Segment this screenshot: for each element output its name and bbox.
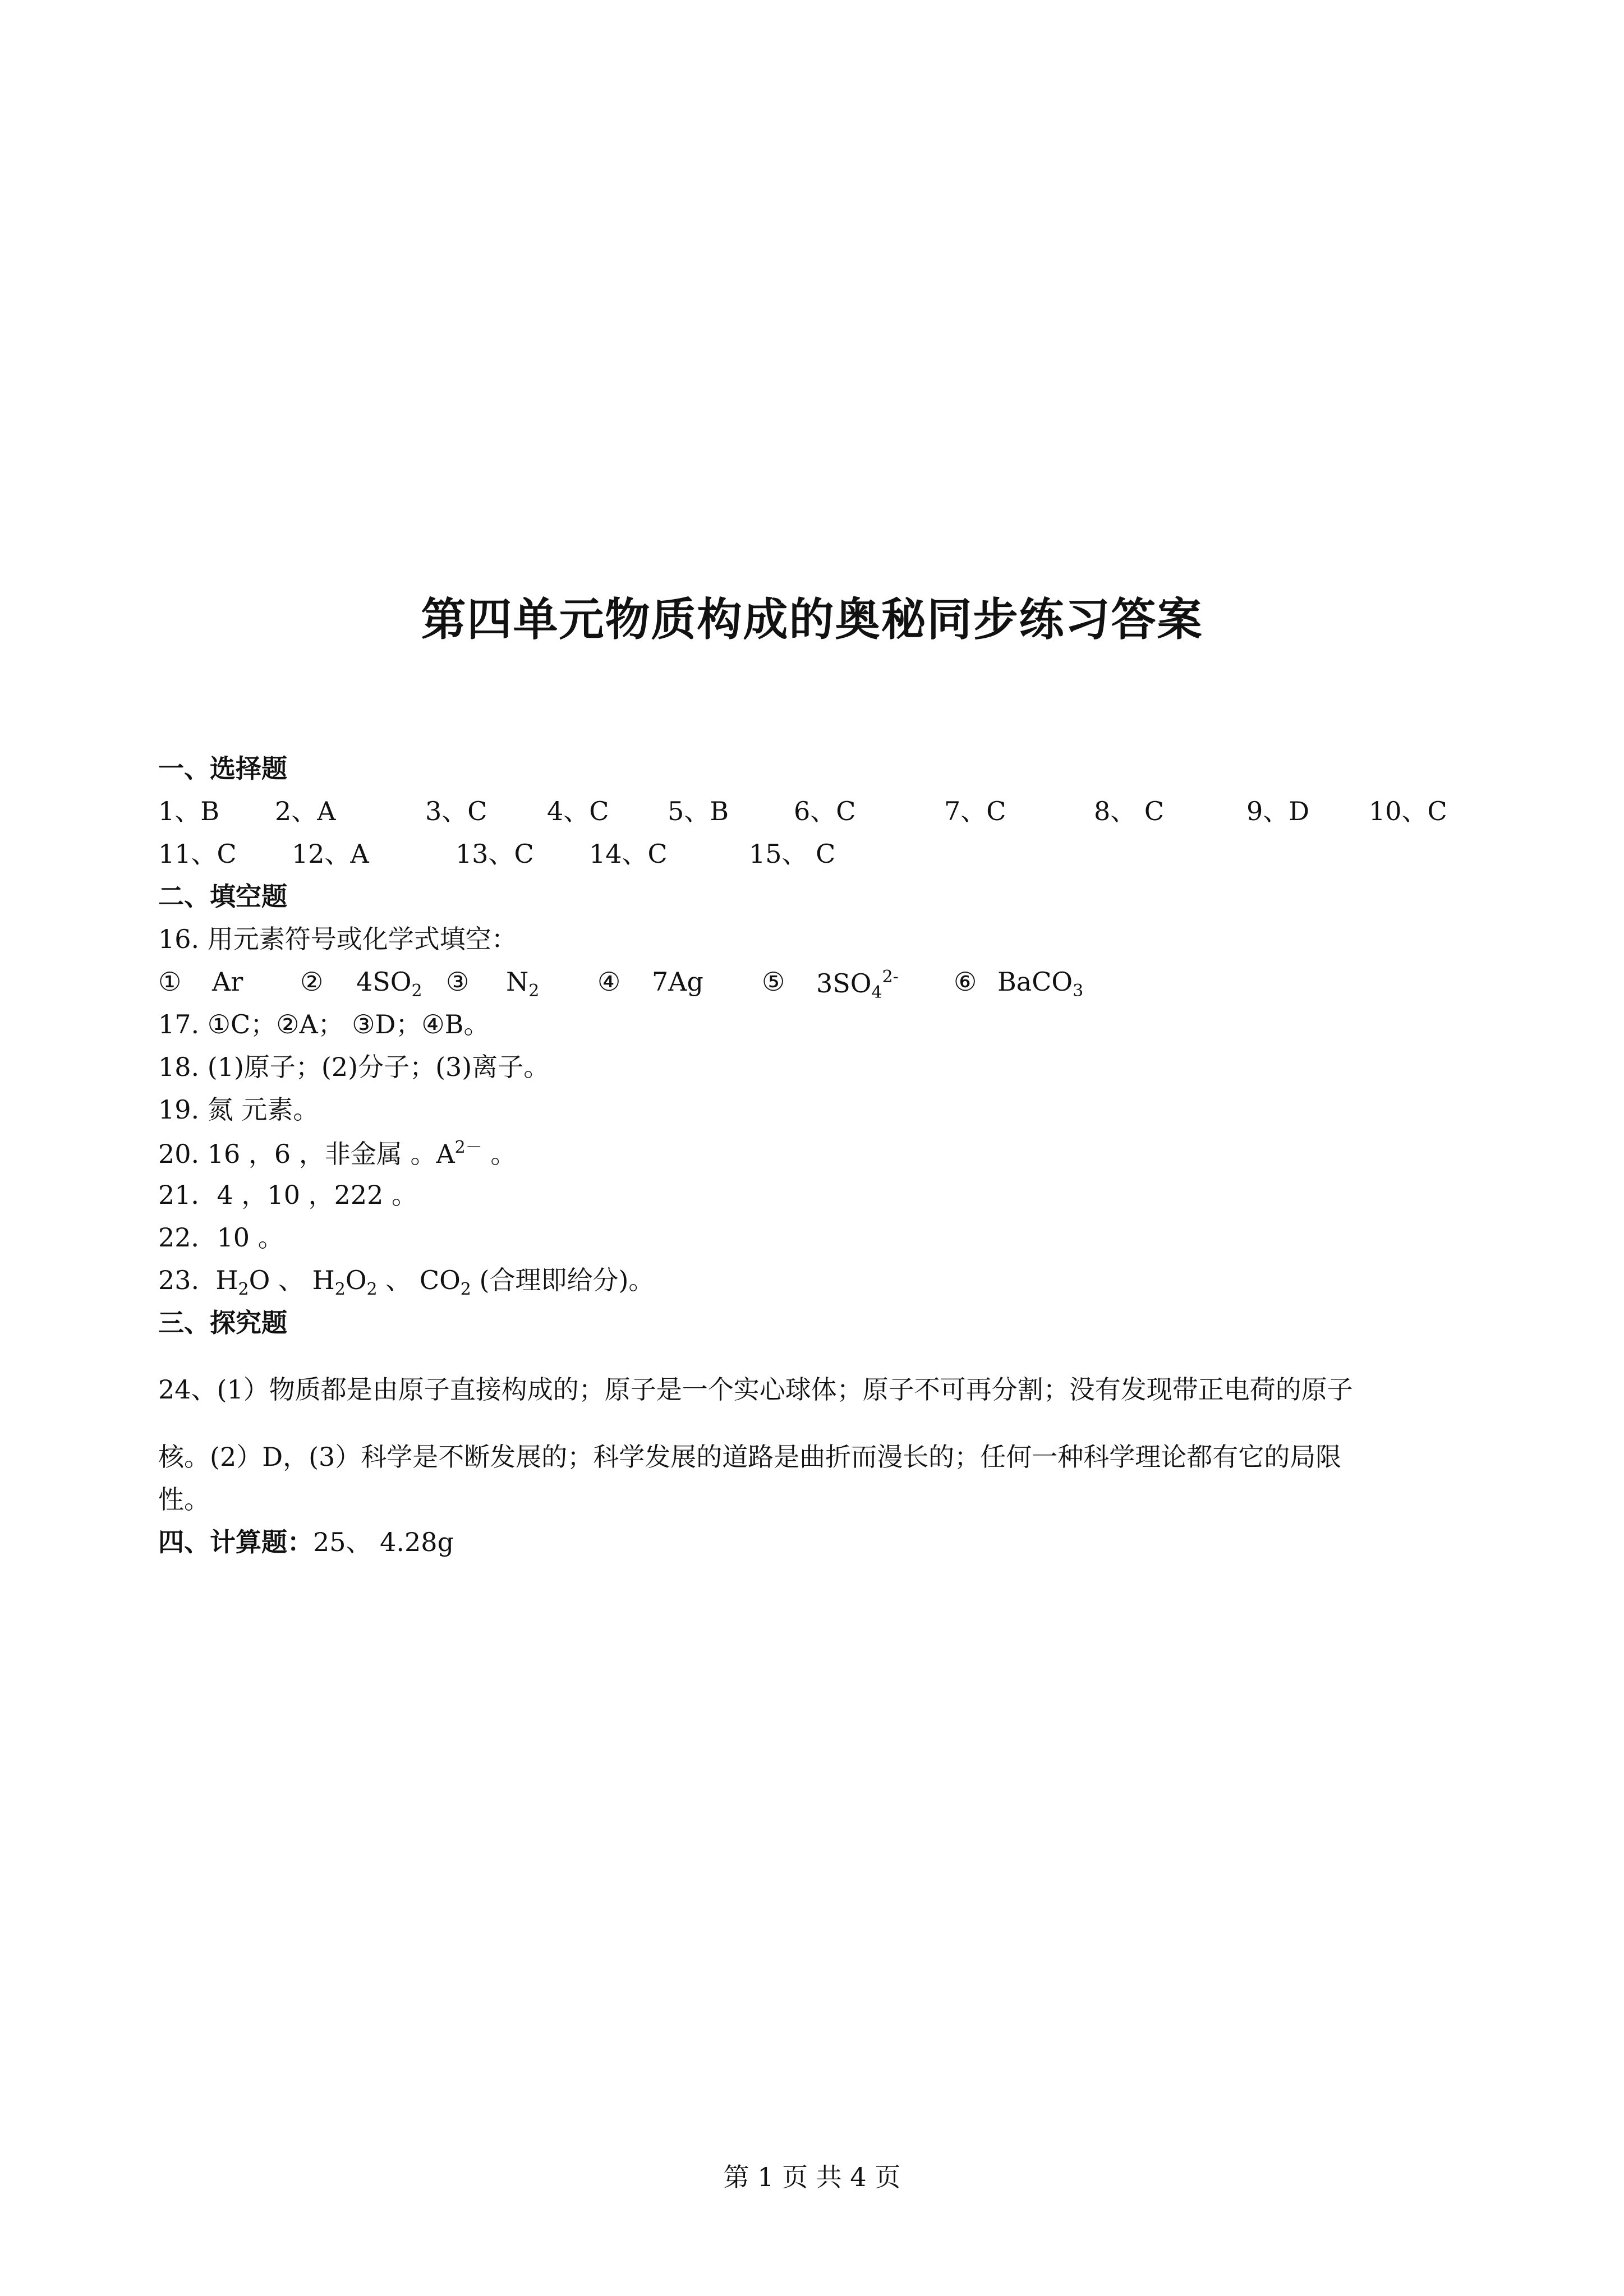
- choice-answer: 14、C: [589, 839, 668, 869]
- choice-answer: 2、A: [275, 796, 336, 826]
- choice-answer: 7、C: [944, 796, 1006, 826]
- choice-answer: 5、B: [668, 796, 729, 826]
- circled-number: ③: [446, 967, 470, 997]
- question-19: 19. 氮 元素。: [158, 1094, 319, 1125]
- choice-answer: 1、B: [158, 796, 220, 826]
- choice-answer: 8、 C: [1094, 796, 1165, 826]
- page-footer: 第 1 页 共 4 页: [723, 2162, 901, 2192]
- section-heading-choice: 一、选择题: [158, 753, 287, 784]
- question-22: 22．10 。: [158, 1222, 284, 1253]
- answer-formula: $N_2$: [506, 967, 540, 1001]
- question-17: 17. ①C；②A； ③D；④B。: [158, 1009, 490, 1039]
- circled-number: ⑥: [954, 967, 977, 997]
- answer-formula: $3SO_4^{2-}$: [816, 967, 899, 1002]
- section-heading-inquiry: 三、探究题: [158, 1308, 287, 1338]
- choice-answer: 6、C: [794, 796, 856, 826]
- section-heading-calculation: 四、计算题：: [158, 1527, 313, 1557]
- choice-answer: 10、C: [1369, 796, 1447, 826]
- question-24-line-2: 核。(2）D，(3）科学是不断发展的；科学发展的道路是曲折而漫长的；任何一种科学理论都有它的局限: [158, 1442, 1342, 1472]
- page-title: 第四单元物质构成的奥秘同步练习答案: [421, 593, 1203, 646]
- choice-answer: 13、C: [456, 839, 534, 869]
- question-23: 23. $H_2O$ 、 $H_2O_2$ 、 $CO_2$ (合理即给分)。: [158, 1265, 655, 1299]
- question-21: 21．4 ，10 ，222 。: [158, 1180, 417, 1210]
- choice-answer: 11、C: [158, 839, 237, 869]
- question-16: 16. 用元素符号或化学式填空：: [158, 924, 517, 954]
- choice-answer: 15、 C: [749, 839, 836, 869]
- answer-formula: BaCO$_3$: [997, 967, 1084, 1001]
- question-18: 18. (1)原子；(2)分子；(3)离子。: [158, 1052, 550, 1082]
- answer-formula: $4SO_2$: [356, 967, 422, 1001]
- choice-answer: 3、C: [425, 796, 487, 826]
- question-24-line-3: 性。: [158, 1484, 210, 1515]
- circled-number: ④: [597, 967, 621, 997]
- section-calculation: [158, 1529, 454, 1555]
- answer-formula: Ar: [212, 967, 243, 997]
- choice-answer: 9、D: [1246, 796, 1310, 826]
- choice-answer: 4、C: [547, 796, 609, 826]
- choice-answer: 12、A: [292, 839, 369, 869]
- circled-number: ⑤: [762, 967, 785, 997]
- section-heading-fill: 二、填空题: [158, 881, 287, 912]
- question-20: 20. 16 ，6 ，非金属 。$A^{2-}$ 。: [158, 1138, 517, 1169]
- answer-formula: 7Ag: [652, 967, 703, 997]
- question-25-answer: 25、 4.28g: [313, 1527, 454, 1557]
- circled-number: ②: [300, 967, 324, 997]
- question-24-line-1: 24、(1）物质都是由原子直接构成的；原子是一个实心球体；原子不可再分割；没有发现带正电荷的原子: [158, 1374, 1353, 1405]
- circled-number: ①: [158, 967, 182, 997]
